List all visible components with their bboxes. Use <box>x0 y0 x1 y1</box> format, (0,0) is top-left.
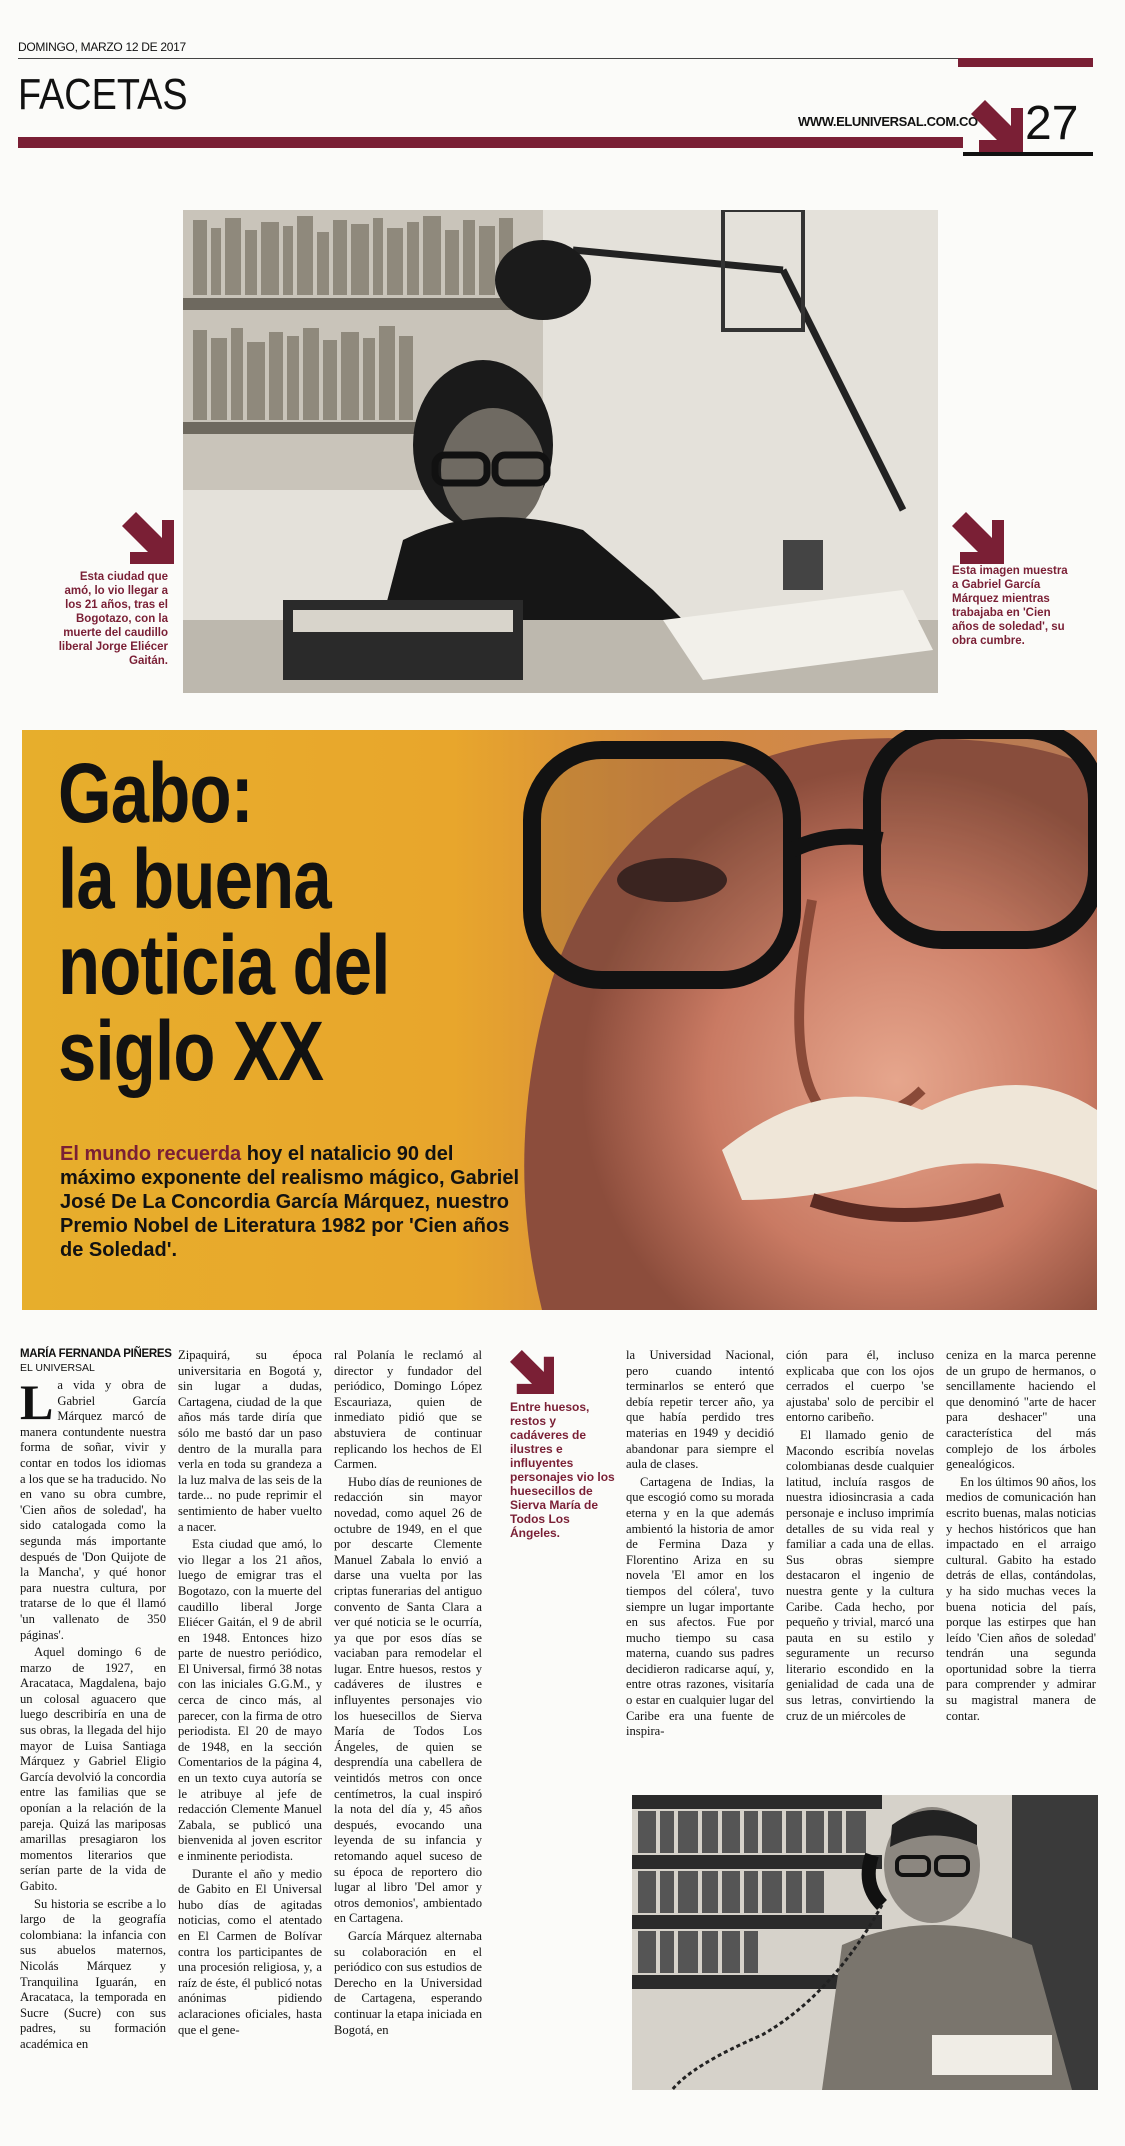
byline-outlet: EL UNIVERSAL <box>20 1362 95 1374</box>
subhead-lead: El mundo recuerda <box>60 1143 242 1165</box>
photo-writer-on-telephone <box>632 1795 1098 2090</box>
photo1-caption-left: Esta ciudad que amó, lo vio llegar a los 21 años, tras el Bogotazo, con la muerte del caudillo liberal Jorge Eliécer Gaitán. <box>58 571 168 667</box>
photo-writer-at-typewriter <box>183 210 938 693</box>
section-title: FACETAS <box>18 70 188 119</box>
header-bottom-bar <box>18 137 963 148</box>
hero-portrait <box>22 730 1097 1310</box>
pullquote: Entre huesos, restos y cadáveres de ilustres e influyentes personajes vio los huesecillos de Sierva María de Todos Los Ángeles. <box>510 1400 615 1540</box>
col2-para-2: Esta ciudad que amó, lo vio llegar a los 21 años, luego de emigrar tras el Bogotazo, con la muerte del caudillo liberal Jorge Eliécer Gaitán, el 9 de abril en 1948. Entonces hizo parte de nuestro periódico, El Universal, firmó 38 notas con las iniciales G.G.M., y cerca de cinco más, al parecer, con la firma de otro periodista. El 20 de mayo de 1948, en la sección Comentarios de la página 4, en un texto cuya autoría se le atribuye al jefe de redacción Clemente Manuel Zabala, se publicó una bienvenida al joven escritor e inminente periodista. <box>178 1537 322 1863</box>
issue-date: DOMINGO, MARZO 12 DE 2017 <box>18 40 186 54</box>
arrow-icon <box>971 100 1023 152</box>
header-top-rule <box>18 58 958 59</box>
page-number: 27 <box>1025 97 1079 150</box>
subhead <box>60 1142 530 1262</box>
headline-line-4: siglo XX <box>58 1004 324 1098</box>
byline-author: MARÍA FERNANDA PIÑERES <box>20 1348 172 1360</box>
drop-cap: L <box>20 1374 54 1430</box>
col6-para-2: En los últimos 90 años, los medios de comunicación han escrito buenas, malas noticias y hechos históricos que han impactado en el arraigo cultural. Gabito ha estado detrás de ellas, contándolas, y ha sido muchas veces la buena noticia del país, porque las estirpes que han leído 'Cien años de soledad' tendrán una segunda oportunidad sobre la tierra para comprender y admirar su magistral manera de contar. <box>946 1474 1096 1723</box>
headline-line-2: la buena <box>58 832 331 926</box>
header-top-accent-bar <box>958 58 1093 67</box>
article-column-5 <box>786 1348 934 1724</box>
col2-para-3: Durante el año y medio de Gabito en El Universal hubo días de agitadas noticias, como el atentado en El Carmen de Bolívar contra los participantes de una procesión religiosa, y, a raíz de éste, él publicó notas anónimas pidiendo aclaraciones oficiales, hasta que el gene- <box>178 1866 322 2037</box>
col3-para-1: ral Polanía le reclamó al director y fundador del periódico, Domingo López Escauriaza, quien de inmediato pidió que se abstuviera de continuar replicando los hechos de El Carmen. <box>334 1348 482 1472</box>
col3-para-2: Hubo días de reuniones de redacción sin mayor novedad, como aquel 26 de octubre de 1949, en el que por descarte Clemente Manuel Zabala lo envió a darse una vuelta por las criptas funerarias del antiguo convento de Santa Clara a ver qué noticia se le ocurría, ya que por esos días se vaciaban para remodelar el lugar. Entre huesos, restos y cadáveres de ilustres e influyentes personajes vio los huesecillos de Sierva María de Todos Los Ángeles, de quien se desprendía una cabellera de veintidós metros con once centímetros, la cual inspiró la nota del día y, 45 años después, evocando una leyenda de su infancia y retomando aquel suceso de su época de reportero dio lugar al libro 'Del amor y otros demonios', ambientado en Cartagena. <box>334 1474 482 1926</box>
pullquote-arrow-icon <box>510 1350 554 1394</box>
header-bottom-rule <box>963 152 1093 156</box>
subhead-rest: hoy el natalicio 90 del máximo exponente del realismo mágico, Gabriel José De La Concordia García Márquez, nuestro Premio Nobel de Literatura 1982 por 'Cien años de Soledad'. <box>60 1143 520 1261</box>
article-column-2 <box>178 1348 322 2038</box>
col3-para-3: García Márquez alternaba su colaboración en el periódico con sus estudios de Derecho en la Universidad de Cartagena, esperando continuar la etapa iniciada en Bogotá, en <box>334 1928 482 2037</box>
photo-writer-illustration <box>183 210 938 693</box>
caption-right-arrow-icon <box>952 512 1004 564</box>
col1-para-2: Aquel domingo 6 de marzo de 1927, en Aracataca, Magdalena, bajo un colosal aguacero que luego describiría en una de sus obras, la llegada del hijo mayor de Luisa Santiaga Márquez y Gabriel Eligio García devolvió la concordia entre las familias que se oponían a la relación de la pareja. Quizá las mariposas amarillas presagiaron los momentos literarios que serían parte de la vida de Gabito. <box>20 1645 166 1893</box>
photo1-caption-right: Esta imagen muestra a Gabriel García Márquez mientras trabajaba en 'Cien años de soledad', su obra cumbre. <box>952 565 1068 647</box>
headline-line-1: Gabo: <box>58 746 253 840</box>
headline <box>58 746 390 1098</box>
col4-para-1: la Universidad Nacional, pero cuando intentó terminarlos se enteró que debía repetir tercer año, ya que había perdido tres materias en 1949 y decidió abandonar para siempre el aula de clases. <box>626 1348 774 1472</box>
article-column-3 <box>334 1348 482 2038</box>
col5-para-2: El llamado genio de Macondo escribía novelas colombianas desde cualquier latitud, incluía rasgos de nuestra idiosincrasia a cada personaje e incluso imprimía detalles de su vida real y familiar a cada una de ellas. Sus obras siempre destacaron el ingenio de nuestra gente y la cultura Caribe. Cada hecho, por pequeño y trivial, marcó una pauta en su estilo y seguramente un recurso literario escondido en la genialidad de cada una de sus letras, convirtiendo la cruz de un miércoles de <box>786 1427 934 1723</box>
photo-telephone-illustration <box>632 1795 1098 2090</box>
col5-para-1: ción para él, incluso explicaba que con los ojos cerrados el cuerpo 'se ajustaba' solo de percibir el entorno caribeño. <box>786 1348 934 1425</box>
col1-para-3: Su historia se escribe a lo largo de la geografía colombiana: la infancia con sus abuelos maternos, Nicolás Márquez y Tranquilina Iguarán, en Aracataca, la temporada en Sucre (Sucre) con sus padres, su formación académica en <box>20 1896 166 2051</box>
col6-para-1: ceniza en la marca perenne de un grupo de hermanos, o sencillamente haciendo el que denominó "arte de hacer para deshacer" una característica del más complejo de los árboles genealógicos. <box>946 1348 1096 1472</box>
col2-para-1: Zipaquirá, su época universitaria en Bogotá y, sin lugar a dudas, Cartagena, ciudad de la que años más tarde diría que sólo me bastó dar un paso dentro de la muralla para verla en toda su grandeza a la luz malva de las seis de la tarde... no pude reprimir el sentimiento de haber vuelto a nacer. <box>178 1348 322 1534</box>
page-number-box <box>965 96 1093 156</box>
article-column-4 <box>626 1348 774 1740</box>
col1-para-1: a vida y obra de Gabriel García Márquez marcó de manera contundente nuestra forma de soñar, vivir y contar en todos los idiomas a los que se ha traducido. No en vano su obra cumbre, 'Cien años de soledad', ha sido catalogada como la segunda más importante después de 'Don Quijote de la Mancha', y qué honor para nuestra cultura, por tratarse de lo que él llamó 'un vallenato de 350 páginas'. <box>20 1378 166 1642</box>
caption-left-arrow-icon <box>122 512 174 564</box>
website-url: WWW.ELUNIVERSAL.COM.CO <box>798 114 978 129</box>
headline-line-3: noticia del <box>58 918 390 1012</box>
article-column-1 <box>20 1374 166 2053</box>
article-column-6 <box>946 1348 1096 1724</box>
col4-para-2: Cartagena de Indias, la que escogió como su morada eterna y en la que además ambientó la historia de amor de Fermina Daza y Florentino Ariza en su novela 'El amor en los tiempos del cólera', tuvo siempre un lugar importante en sus afectos. Fue por mucho tiempo su casa materna, cuando sus padres decidieron radicarse aquí, y, entre otras razones, visitaría o estar en cualquier lugar del Caribe era una fuente de inspira- <box>626 1474 774 1739</box>
